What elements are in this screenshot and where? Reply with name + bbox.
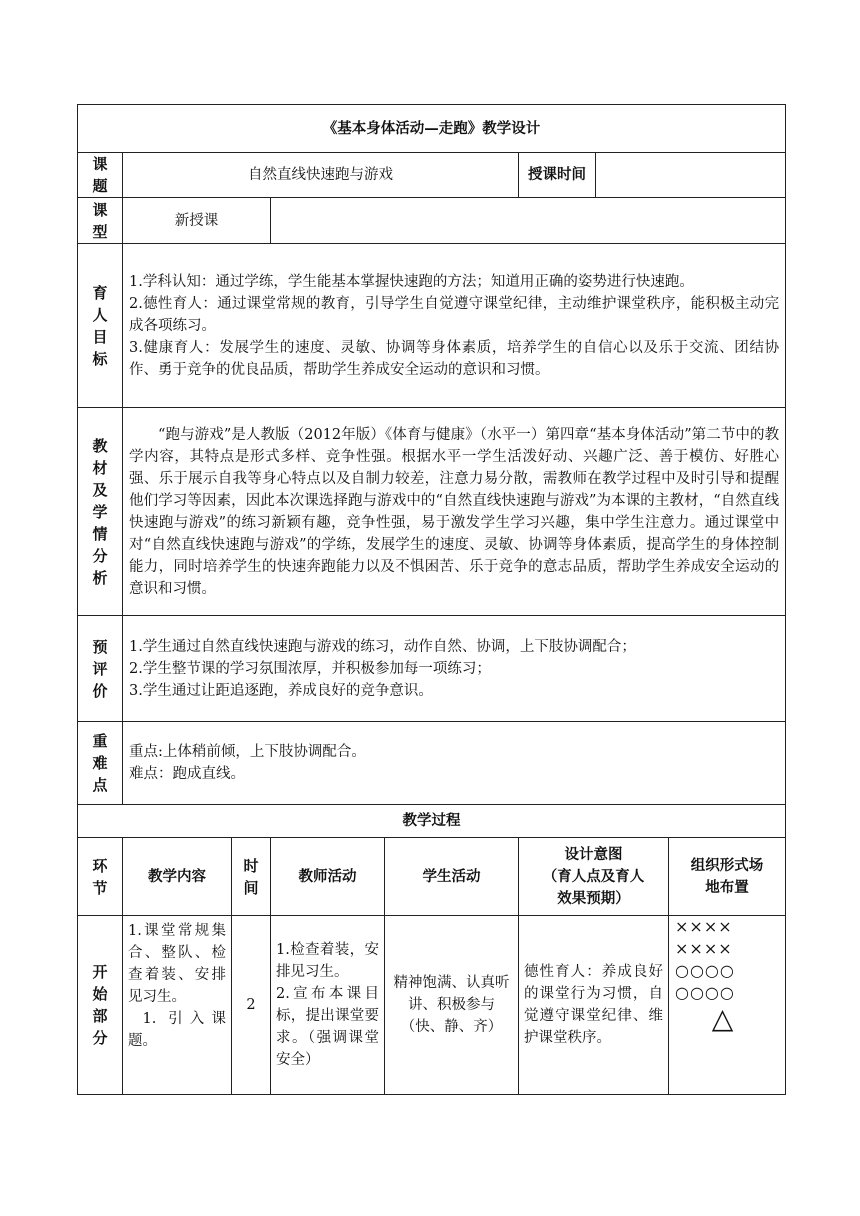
document-title: 《基本身体活动—走跑》教学设计 (78, 105, 786, 153)
header-stage: 环 节 (78, 838, 123, 916)
evaluation-label: 预 评 价 (78, 616, 123, 722)
header-layout: 组织形式场 地布置 (669, 838, 786, 916)
formation-row-circles: ○○○○ (675, 961, 735, 980)
type-value: 新授课 (123, 198, 271, 244)
header-teacher: 教师活动 (271, 838, 385, 916)
formation-row-crosses: ×××× (675, 917, 733, 936)
formation-row-crosses: ×××× (675, 939, 733, 958)
header-student: 学生活动 (385, 838, 519, 916)
evaluation-item: 1.学生通过自然直线快速跑与游戏的练习，动作自然、协调，上下肢协调配合； (129, 638, 636, 655)
formation-row-circles: ○○○○ (675, 983, 735, 1002)
class-time-value (596, 153, 786, 198)
type-empty-cell (271, 198, 786, 244)
teacher-triangle-icon: △ (711, 1002, 735, 1035)
lesson-plan (77, 104, 785, 1095)
stage-cell: 开 始 部 分 (78, 916, 123, 1095)
evaluation-item: 3.学生通过让距追逐跑，养成良好的竞争意识。 (129, 682, 433, 699)
goals-label: 育 人 目 标 (78, 244, 123, 408)
content-cell: 1.课堂常规集合、整队、检查着装、安排见习生。 1. 引入课题。 (123, 916, 232, 1095)
process-heading: 教学过程 (78, 805, 786, 838)
keypoints-content (123, 722, 786, 805)
analysis-content (123, 408, 786, 616)
type-label: 课 型 (78, 198, 123, 244)
goal-item: 2.德性育人：通过课堂常规的教育，引导学生自觉遵守课堂纪律，主动维护课堂秩序，能积极主动完成各项练习。 (129, 295, 780, 334)
class-time-label: 授课时间 (519, 153, 596, 198)
evaluation-item: 2.学生整节课的学习氛围浓厚，并积极参加每一项练习； (129, 660, 491, 677)
lesson-plan-table (77, 104, 786, 1095)
analysis-text: “跑与游戏”是人教版（2012年版）《体育与健康》（水平一）第四章“基本身体活动”第二节中的教学内容，其特点是形式多样、竞争性强。根据水平一学生活泼好动、兴趣广泛、善于模仿、好胜心强、乐于展示自我等身心特点以及自制力较差，注意力易分散，需教师在教学过程中及时引导和提醒他们学习等因素，因此本次课选择跑与游戏中的“自然直线快速跑与游戏”为本课的主教材，“自然直线快速跑与游戏”的练习新颖有趣，竞争性强，易于激发学生学习兴趣，集中学生注意力。通过课堂中对“自然直线快速跑与游戏”的学练，发展学生的速度、灵敏、协调等身体素质，提高学生的身体控制能力，同时培养学生的快速奔跑能力以及不惧困苦、乐于竞争的意志品质，帮助学生养成安全运动的意识和习惯。 (129, 426, 780, 597)
table-row (78, 916, 786, 1095)
header-time: 时 间 (232, 838, 271, 916)
header-content: 教学内容 (123, 838, 232, 916)
keypoint-item: 重点:上体稍前倾，上下肢协调配合。 (129, 744, 366, 760)
topic-label: 课 题 (78, 153, 123, 198)
teacher-activity-cell: 1.检查着装，安排见习生。 2.宣布本课目标，提出课堂要求。（强调课堂安全） (271, 916, 385, 1095)
keypoint-item: 难点：跑成直线。 (129, 766, 245, 782)
goal-item: 1.学科认知：通过学练，学生能基本掌握快速跑的方法；知道用正确的姿势进行快速跑。 (129, 273, 694, 290)
header-intent: 设计意图 （育人点及育人 效果预期） (519, 838, 669, 916)
formation-diagram (669, 916, 786, 1095)
keypoints-label: 重 难 点 (78, 722, 123, 805)
topic-value: 自然直线快速跑与游戏 (123, 153, 519, 198)
student-activity-cell: 精神饱满、认真听讲、积极参与（快、静、齐） (385, 916, 519, 1095)
analysis-label: 教 材 及 学 情 分 析 (78, 408, 123, 616)
intent-cell: 德性育人：养成良好的课堂行为习惯，自觉遵守课堂纪律、维护课堂秩序。 (519, 916, 669, 1095)
goals-content (123, 244, 786, 408)
time-cell: 2 (232, 916, 271, 1095)
evaluation-content (123, 616, 786, 722)
goal-item: 3.健康育人：发展学生的速度、灵敏、协调等身体素质，培养学生的自信心以及乐于交流、团结协作、勇于竞争的优良品质，帮助学生养成安全运动的意识和习惯。 (129, 339, 780, 378)
